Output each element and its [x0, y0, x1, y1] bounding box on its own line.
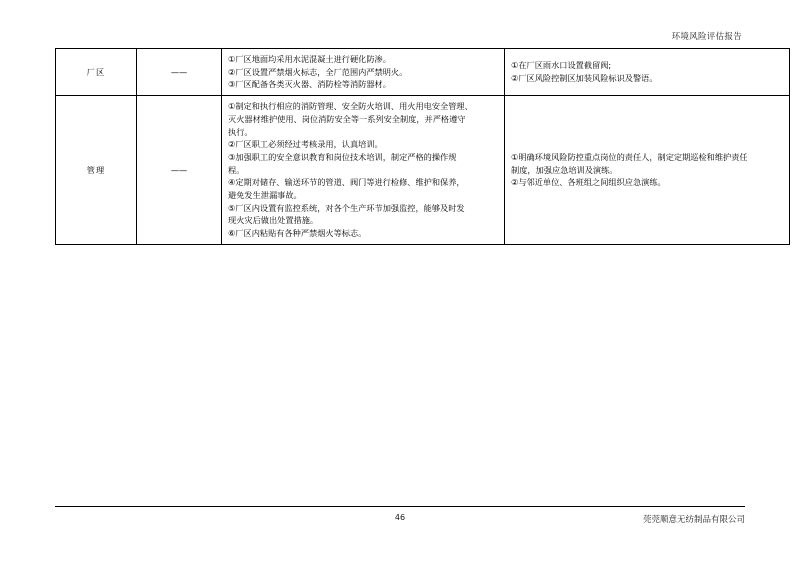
measure-line: ③加强职工的安全意识教育和岗位技术培训，制定严格的操作规 [228, 151, 457, 162]
page-number: 46 [394, 513, 406, 522]
table-row [56, 49, 790, 96]
measure-line: 程。 [228, 164, 245, 175]
measure-line: ①厂区地面均采用水泥混凝土进行硬化防渗。 [228, 54, 391, 64]
measure-line: ⑥厂区内粘贴有各种严禁烟火等标志。 [228, 228, 367, 239]
row-measures-cell [222, 49, 505, 96]
row-dash-cell: —— [137, 49, 222, 96]
measure-line: ③厂区配备各类灭火器、消防栓等消防器材。 [228, 79, 391, 90]
measure-line: ①制定和执行相应的消防管理、安全防火培训、用火用电安全管理、 [228, 101, 473, 112]
row-controls-cell [505, 96, 790, 245]
measure-line: ②厂区职工必须经过考核录用，认真培训。 [228, 139, 383, 150]
risk-measures-table [55, 48, 790, 245]
measure-line: 现火灾后做出处置措施。 [228, 215, 319, 226]
row-label-cell: 管理 [56, 96, 137, 245]
row-measures-cell [222, 96, 505, 245]
footer-divider [55, 506, 745, 507]
measure-line: ④定期对储存、输送环节的管道、阀门等进行检修、维护和保养， [228, 177, 465, 188]
measure-line: ②厂区设置严禁烟火标志，全厂范围内严禁明火。 [228, 66, 408, 77]
table-body [56, 49, 790, 245]
page-header-title: 环境风险评估报告 [671, 32, 742, 42]
control-line: ②与邻近单位、各班组之间组织应急演练。 [511, 177, 666, 188]
measure-line: 避免发生泄漏事故。 [228, 190, 302, 201]
footer-company-name: 莞莞顺意无纺制品有限公司 [642, 515, 745, 525]
row-label-cell: 厂区 [56, 49, 137, 96]
measure-line: 执行。 [228, 126, 253, 137]
measure-line: 灭火器材维护使用、岗位消防安全等一系列安全制度，并严格遵守 [228, 113, 466, 124]
control-line: ①在厂区雨水口设置截留阀; [511, 60, 612, 71]
page-footer [55, 513, 745, 527]
table-row [56, 96, 790, 245]
page-content [55, 48, 748, 245]
control-line: ②厂区风险控制区加装风险标识及警语。 [511, 73, 658, 84]
control-line: ①明确环境风险防控重点岗位的责任人，制定定期巡检和维护责任 [511, 151, 748, 162]
row-controls-cell [505, 49, 790, 96]
control-line: 制度，加强应急培训及演练。 [511, 164, 618, 175]
measure-line: ⑤厂区内设置有监控系统，对各个生产环节加强监控，能够及时发 [228, 202, 465, 213]
row-dash-cell: —— [137, 96, 222, 245]
